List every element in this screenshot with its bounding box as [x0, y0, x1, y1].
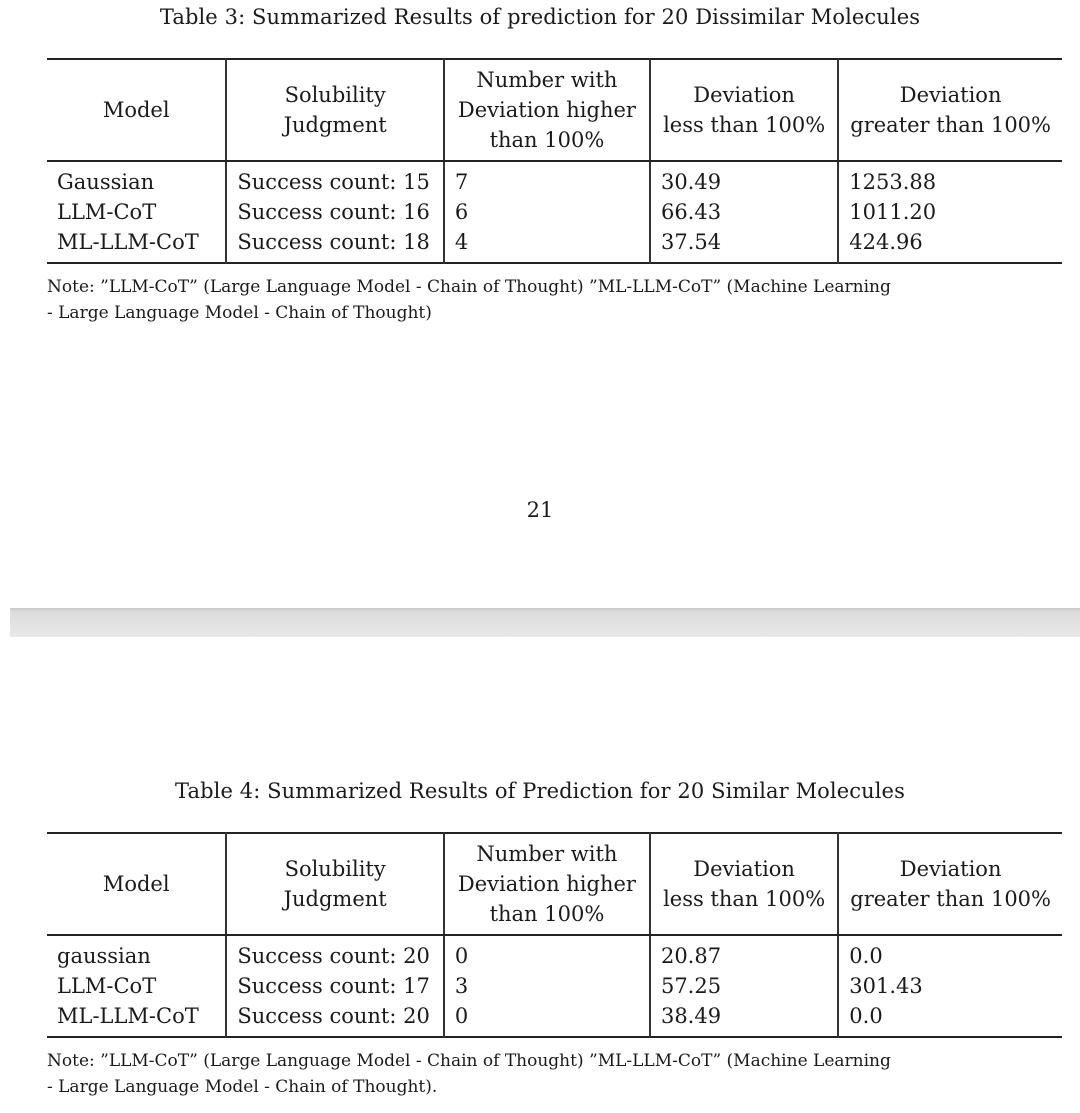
table3-cell-model: ML-LLM-CoT [47, 227, 226, 263]
page-number: 21 [526, 498, 554, 522]
table3-cell-dev-less: 30.49 [650, 161, 838, 197]
table3-header-solubility-judgment: Solubility Judgment [226, 59, 444, 161]
table4-cell-dev-greater: 301.43 [849, 974, 923, 998]
table3-header-number-with-deviation: Number with Deviation higher than 100% [444, 59, 650, 161]
table-row [47, 227, 1062, 263]
table3-cell-dev-greater: 424.96 [849, 230, 923, 254]
table3-cell-solubility: Success count: 18 [226, 227, 444, 263]
table3-cell-dev-greater: 1011.20 [849, 200, 937, 224]
table4-cell-count: 0 [444, 935, 650, 971]
table4-header-deviation-greater: Deviation greater than 100% [838, 833, 1062, 935]
table4-cell-dev-greater: 0.0 [849, 1004, 883, 1028]
page-separator [10, 608, 1080, 637]
table-row [47, 971, 1062, 1001]
table3-cell-solubility: Success count: 16 [226, 197, 444, 227]
table4-cell-dev-less: 57.25 [650, 971, 838, 1001]
table4-cell-dev-less: 20.87 [650, 935, 838, 971]
table4-cell-solubility: Success count: 20 [226, 935, 444, 971]
table4-cell-solubility: Success count: 17 [226, 971, 444, 1001]
table3-note: Note: ”LLM-CoT” (Large Language Model - Chain of Thought) ”ML-LLM-CoT” (Machine Learning - Large Language Model - Chain of Thought) [47, 277, 891, 323]
table3-cell-model: LLM-CoT [47, 197, 226, 227]
table4-cell-count: 0 [444, 1001, 650, 1037]
table4-cell-model: gaussian [47, 935, 226, 971]
table3 [47, 58, 1062, 264]
table4-header-solubility-judgment: Solubility Judgment [226, 833, 444, 935]
table3-header-deviation-less: Deviation less than 100% [650, 59, 838, 161]
table4-header-deviation-less: Deviation less than 100% [650, 833, 838, 935]
table4-caption: Table 4: Summarized Results of Prediction for 20 Similar Molecules [175, 779, 905, 803]
table3-cell-count: 4 [444, 227, 650, 263]
table4-cell-dev-less: 38.49 [650, 1001, 838, 1037]
table3-cell-count: 7 [444, 161, 650, 197]
table3-caption: Table 3: Summarized Results of prediction for 20 Dissimilar Molecules [159, 5, 921, 29]
pdf-page-22 [0, 637, 1080, 1113]
table-row [47, 935, 1062, 971]
table4-cell-solubility: Success count: 20 [226, 1001, 444, 1037]
table4-cell-model: LLM-CoT [47, 971, 226, 1001]
table4-header-model: Model [47, 833, 226, 935]
table3-cell-count: 6 [444, 197, 650, 227]
table3-header-deviation-greater: Deviation greater than 100% [838, 59, 1062, 161]
table4-cell-model: ML-LLM-CoT [47, 1001, 226, 1037]
table3-cell-dev-less: 37.54 [650, 227, 838, 263]
table3-header-row [47, 59, 1062, 161]
table3-cell-model: Gaussian [47, 161, 226, 197]
table4-header-row [47, 833, 1062, 935]
table-row [47, 161, 1062, 197]
table4-note: Note: ”LLM-CoT” (Large Language Model - Chain of Thought) ”ML-LLM-CoT” (Machine Learning - Large Language Model - Chain of Thought). [47, 1051, 891, 1097]
table3-cell-dev-less: 66.43 [650, 197, 838, 227]
table-row [47, 197, 1062, 227]
table4-header-number-with-deviation: Number with Deviation higher than 100% [444, 833, 650, 935]
table4-cell-dev-greater: 0.0 [849, 944, 883, 968]
table4-cell-count: 3 [444, 971, 650, 1001]
table3-header-model: Model [47, 59, 226, 161]
table3-cell-dev-greater: 1253.88 [849, 170, 937, 194]
table-row [47, 1001, 1062, 1037]
table3-cell-solubility: Success count: 15 [226, 161, 444, 197]
table4 [47, 832, 1062, 1038]
